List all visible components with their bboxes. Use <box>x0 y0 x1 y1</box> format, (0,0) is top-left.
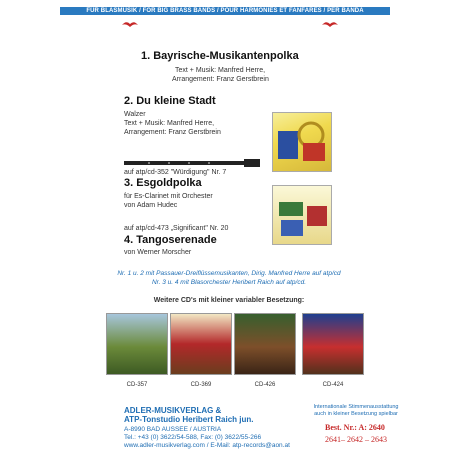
song-2-credits: Text + Musik: Manfred Herre, <box>124 120 215 127</box>
publisher-web[interactable]: www.adler-musikverlag.com / E-Mail: atp-records@aon.at <box>124 442 290 449</box>
song-4-composer: von Werner Morscher <box>124 249 192 256</box>
song-2-arrangement: Arrangement: Franz Gerstbrein <box>124 129 221 136</box>
publisher-name-line2: ATP-Tonstudio Heribert Raich jun. <box>124 415 254 424</box>
cd-label-424: CD-424 <box>322 382 344 388</box>
song-1-title: 1. Bayrische-Musikantenpolka <box>141 50 299 62</box>
tuba-crest-icon <box>273 113 332 172</box>
cd-cover-426[interactable] <box>234 313 296 375</box>
song-2-genre: Walzer <box>124 111 146 118</box>
header-banner: FÜR BLASMUSIK / FOR BIG BRASS BANDS / POUR HARMONIES ET FANFARES / PER BANDA <box>60 7 390 15</box>
cd-cover-369[interactable] <box>170 313 232 375</box>
order-note-line2: auch in kleiner Besetzung spielbar <box>314 411 398 417</box>
song-3-instrument: für Es-Clarinet mit Orchester <box>124 193 213 200</box>
album-cover-significant <box>272 185 332 245</box>
order-number-range: 2641– 2642 – 2643 <box>325 435 387 444</box>
order-note <box>300 404 412 418</box>
cd-label-357: CD-357 <box>126 382 148 388</box>
recording-note-2: Nr. 3 u. 4 mit Blasorchester Heribert Raich auf atp/cd. <box>151 279 307 286</box>
song-2-title: 2. Du kleine Stadt <box>124 95 216 107</box>
cd-cover-357[interactable] <box>106 313 168 375</box>
cd-label-369: CD-369 <box>190 382 212 388</box>
recording-note-1: Nr. 1 u. 2 mit Passauer-Dreiflüssemusikanten, Dirig. Manfred Herre auf atp/cd <box>117 270 341 277</box>
album-cover-wuerdigung <box>272 112 332 172</box>
song-1-arrangement: Arrangement: Franz Gerstbrein <box>172 76 269 83</box>
recording-notes <box>50 269 408 287</box>
significant-cover-art-icon <box>273 186 332 245</box>
song-4-reference: auf atp/cd-473 „Significant" Nr. 20 <box>124 225 229 232</box>
publisher-address: A-8990 BAD AUSSEE / AUSTRIA <box>124 426 222 433</box>
cd-cover-424[interactable] <box>302 313 364 375</box>
right-wing-logo-icon <box>322 20 338 30</box>
publisher-name-line1: ADLER-MUSIKVERLAG & <box>124 406 222 415</box>
song-3-composer: von Adam Hudec <box>124 202 178 209</box>
cd-label-426: CD-426 <box>254 382 276 388</box>
song-1-credits: Text + Musik: Manfred Herre, <box>175 67 266 74</box>
order-note-line1: Internationale Stimmenausstattung <box>313 404 399 410</box>
song-3-details <box>124 192 213 210</box>
order-number: Best. Nr.: A: 2640 <box>325 423 385 432</box>
publisher-phone: Tel.: +43 (0) 3622/54-588, Fax: (0) 3622/55-266 <box>124 434 262 441</box>
song-2-reference: auf atp/cd-352 "Würdigung" Nr. 7 <box>124 169 227 176</box>
more-cds-heading: Weitere CD's mit kleiner variabler Besetzung: <box>153 297 305 304</box>
left-wing-logo-icon <box>122 20 138 30</box>
song-3-title: 3. Esgoldpolka <box>124 177 202 189</box>
clarinet-icon <box>124 158 264 168</box>
song-4-title: 4. Tangoserenade <box>124 234 217 246</box>
publisher-name <box>124 406 253 424</box>
song-2-details <box>124 110 221 137</box>
